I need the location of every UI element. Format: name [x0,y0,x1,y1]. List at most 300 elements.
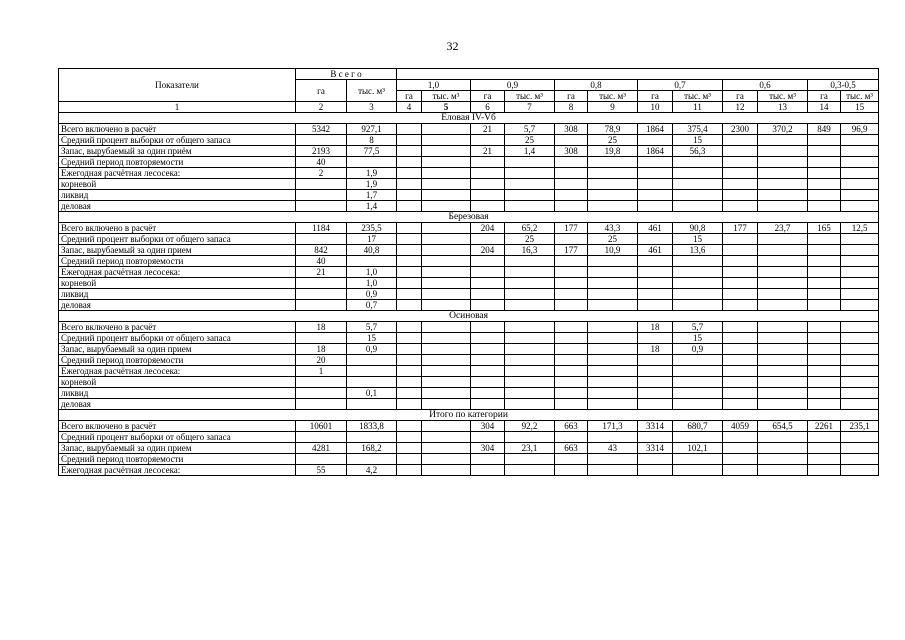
table-cell [505,388,555,399]
table-cell [422,234,471,245]
table-row [59,245,879,256]
table-cell [296,432,347,443]
table-cell: 927,1 [347,124,397,135]
table-cell [505,190,555,201]
table-cell [505,289,555,300]
table-cell: 8 [347,135,397,146]
table-cell: 4281 [296,443,347,454]
table-cell [638,399,673,410]
table-cell: 842 [296,245,347,256]
header-unit-vol: тыс. м³ [673,91,723,102]
table-cell [555,344,588,355]
table-cell [505,366,555,377]
table-cell [758,146,808,157]
table-cell [758,465,808,476]
table-cell [296,454,347,465]
row-label: ликвид [59,190,296,201]
row-label: Всего включено в расчёт [59,421,296,432]
table-cell: 1,7 [347,190,397,201]
table-cell [758,432,808,443]
table-cell [808,355,841,366]
table-cell [841,234,879,245]
table-cell: 15 [673,333,723,344]
table-cell: 5,7 [673,322,723,333]
table-cell [638,366,673,377]
section-header-row [59,212,879,223]
table-cell: 1833,8 [347,421,397,432]
table-cell [723,355,758,366]
table-cell [808,322,841,333]
table-cell [638,190,673,201]
table-cell [296,201,347,212]
table-cell: 78,9 [588,124,638,135]
table-cell [505,322,555,333]
table-cell [673,278,723,289]
table-cell [723,157,758,168]
table-cell: 55 [296,465,347,476]
table-cell: 0,1 [347,388,397,399]
table-cell [347,432,397,443]
table-cell [808,135,841,146]
row-label: Запас, вырубаемый за один прием [59,245,296,256]
table-cell [505,432,555,443]
table-cell [808,465,841,476]
table-cell: 18 [638,344,673,355]
table-cell [758,366,808,377]
table-cell [723,234,758,245]
table-cell [422,278,471,289]
table-cell [397,278,422,289]
table-cell [296,278,347,289]
table-row [59,190,879,201]
table-cell [397,355,422,366]
row-label: Ежегодная расчётная лесосека: [59,465,296,476]
table-cell [808,454,841,465]
header-group-6: 0,3-0,5 [808,80,879,91]
table-cell: 1,4 [505,146,555,157]
table-cell [723,256,758,267]
table-cell: 21 [296,267,347,278]
table-cell [588,256,638,267]
row-label: Средний процент выборки от общего запаса [59,135,296,146]
column-number: 8 [555,102,588,113]
table-cell [471,355,505,366]
table-cell: 1,0 [347,278,397,289]
table-cell: 3314 [638,421,673,432]
table-cell [841,443,879,454]
table-cell [555,179,588,190]
row-label: Запас, вырубаемый за один прием [59,344,296,355]
table-cell [808,377,841,388]
table-cell [555,322,588,333]
table-cell [841,168,879,179]
table-cell [296,377,347,388]
table-cell [808,366,841,377]
table-cell [422,201,471,212]
table-cell: 304 [471,443,505,454]
table-cell [347,377,397,388]
table-cell [758,377,808,388]
table-cell: 168,2 [347,443,397,454]
section-title: Березовая [59,212,879,223]
table-cell [471,179,505,190]
table-row [59,421,879,432]
table-cell [397,333,422,344]
section-header-row [59,311,879,322]
table-cell [808,190,841,201]
table-cell [471,190,505,201]
table-cell [471,289,505,300]
table-cell: 40,8 [347,245,397,256]
table-cell [397,421,422,432]
table-cell [673,366,723,377]
table-cell [638,465,673,476]
table-cell [296,234,347,245]
row-label: корневой [59,179,296,190]
table-cell [588,333,638,344]
section-title: Еловая IV-Vб [59,113,879,124]
table-cell [808,399,841,410]
table-row [59,179,879,190]
table-cell: 65,2 [505,223,555,234]
table-cell [397,124,422,135]
table-cell [673,267,723,278]
table-cell [588,399,638,410]
table-cell [397,201,422,212]
table-cell [723,322,758,333]
table-cell [841,322,879,333]
table-cell [808,300,841,311]
table-cell [555,201,588,212]
table-cell [588,190,638,201]
table-cell [471,454,505,465]
table-cell [673,465,723,476]
table-row [59,443,879,454]
table-cell [588,168,638,179]
table-cell [397,344,422,355]
table-cell [841,355,879,366]
table-cell [723,278,758,289]
table-cell [422,344,471,355]
table-cell [673,454,723,465]
header-unit-ha: га [471,91,505,102]
table-cell [397,146,422,157]
table-cell [397,256,422,267]
row-label: Всего включено в расчёт [59,223,296,234]
table-cell [471,135,505,146]
table-cell: 2193 [296,146,347,157]
table-cell [505,355,555,366]
table-cell [758,245,808,256]
table-cell [638,454,673,465]
table-cell [808,179,841,190]
table-cell [758,355,808,366]
table-cell [555,333,588,344]
table-cell: 663 [555,421,588,432]
forest-data-table [58,68,879,476]
section-title: Осиновая [59,311,879,322]
table-cell: 663 [555,443,588,454]
table-cell [841,454,879,465]
table-cell [471,322,505,333]
table-cell [397,399,422,410]
table-cell: 177 [555,223,588,234]
table-cell [758,278,808,289]
header-total: В с е г о [296,69,397,80]
table-cell [841,278,879,289]
table-cell: 56,3 [673,146,723,157]
table-cell: 92,2 [505,421,555,432]
table-cell [808,432,841,443]
table-cell [505,179,555,190]
table-cell [841,366,879,377]
table-row [59,344,879,355]
table-row [59,135,879,146]
table-row [59,333,879,344]
table-cell: 15 [673,234,723,245]
table-cell: 43 [588,443,638,454]
table-cell [588,344,638,355]
table-cell [841,289,879,300]
header-unit-ha: га [555,91,588,102]
table-cell [588,465,638,476]
table-cell [758,256,808,267]
table-cell [808,168,841,179]
table-cell: 1,0 [347,267,397,278]
table-cell [723,377,758,388]
column-number: 5 [422,102,471,113]
table-cell [471,388,505,399]
table-cell [471,333,505,344]
table-cell [505,333,555,344]
table-cell [808,245,841,256]
table-cell [638,300,673,311]
table-cell [296,333,347,344]
table-cell: 25 [505,234,555,245]
table-cell: 0,9 [347,289,397,300]
table-cell [723,454,758,465]
table-cell [808,344,841,355]
table-cell [841,190,879,201]
table-row [59,300,879,311]
table-cell [555,190,588,201]
table-cell: 1,9 [347,179,397,190]
table-cell [808,234,841,245]
table-cell [397,245,422,256]
table-cell [638,256,673,267]
table-cell: 12,5 [841,223,879,234]
table-cell [673,256,723,267]
row-label: деловая [59,300,296,311]
table-cell: 18 [296,344,347,355]
table-cell [723,344,758,355]
table-cell [841,245,879,256]
table-cell [422,432,471,443]
table-cell [347,366,397,377]
table-cell [347,157,397,168]
table-cell [471,278,505,289]
table-cell: 0,9 [673,344,723,355]
table-cell: 96,9 [841,124,879,135]
table-cell [841,146,879,157]
table-cell [841,344,879,355]
table-cell [422,245,471,256]
column-number: 15 [841,102,879,113]
table-row [59,289,879,300]
table-cell: 370,2 [758,124,808,135]
table-cell [841,300,879,311]
table-cell: 18 [296,322,347,333]
table-cell [841,465,879,476]
table-cell [723,443,758,454]
table-cell [422,300,471,311]
table-cell [555,465,588,476]
table-cell: 15 [673,135,723,146]
table-cell [471,201,505,212]
header-unit-ha: га [808,91,841,102]
table-cell [588,157,638,168]
table-cell [505,267,555,278]
table-row [59,201,879,212]
table-cell: 308 [555,124,588,135]
header-indicators: Показатели [59,69,296,102]
table-cell [397,168,422,179]
table-cell [397,465,422,476]
header-unit-ha: га [638,91,673,102]
table-cell [723,135,758,146]
table-cell [555,157,588,168]
header-unit-vol: тыс. м³ [841,91,879,102]
table-cell [471,344,505,355]
table-cell [758,333,808,344]
table-cell [841,201,879,212]
row-label: Ежегодная расчётная лесосека: [59,366,296,377]
table-cell [555,377,588,388]
table-cell: 20 [296,355,347,366]
table-cell [588,388,638,399]
table-cell [638,157,673,168]
table-cell [555,256,588,267]
table-cell [723,432,758,443]
table-cell: 235,1 [841,421,879,432]
table-cell [555,432,588,443]
row-label: Всего включено в расчёт [59,322,296,333]
table-cell: 0,7 [347,300,397,311]
table-cell: 3314 [638,443,673,454]
table-row [59,267,879,278]
table-cell [555,355,588,366]
table-cell [422,377,471,388]
table-cell [296,179,347,190]
table-cell [347,355,397,366]
header-group-1: 1,0 [397,80,471,91]
table-cell: 23,1 [505,443,555,454]
table-cell [758,344,808,355]
table-cell [505,399,555,410]
table-cell: 4059 [723,421,758,432]
table-cell [422,443,471,454]
table-cell [808,157,841,168]
table-cell [422,421,471,432]
table-cell [841,432,879,443]
table-cell: 5342 [296,124,347,135]
header-blank [397,69,879,80]
table-cell [808,146,841,157]
header-unit-vol: тыс. м³ [588,91,638,102]
table-cell [638,267,673,278]
row-label: Всего включено в расчёт [59,124,296,135]
table-cell [555,168,588,179]
table-cell: 15 [347,333,397,344]
table-cell [471,234,505,245]
table-cell [758,267,808,278]
table-cell [673,432,723,443]
column-number: 2 [296,102,347,113]
table-cell [397,190,422,201]
table-row [59,465,879,476]
table-cell [638,388,673,399]
table-cell: 21 [471,124,505,135]
table-cell [808,333,841,344]
table-cell: 13,6 [673,245,723,256]
section-header-row [59,113,879,124]
table-cell: 21 [471,146,505,157]
row-label: деловая [59,201,296,212]
table-cell [723,399,758,410]
table-row [59,355,879,366]
table-cell [758,168,808,179]
table-cell [471,432,505,443]
table-row [59,157,879,168]
row-label: корневой [59,377,296,388]
table-cell [673,179,723,190]
table-row [59,388,879,399]
table-cell [808,443,841,454]
header-unit-ha: га [723,91,758,102]
table-cell [555,388,588,399]
table-cell [397,366,422,377]
table-row [59,278,879,289]
table-cell: 204 [471,223,505,234]
table-cell [723,333,758,344]
header-total-vol: тыс. м³ [347,80,397,102]
table-cell [588,289,638,300]
table-cell [841,179,879,190]
table-cell: 1184 [296,223,347,234]
row-label: корневой [59,278,296,289]
table-cell [723,168,758,179]
table-cell: 177 [555,245,588,256]
table-row [59,168,879,179]
table-cell: 10601 [296,421,347,432]
table-cell [422,322,471,333]
table-cell [758,454,808,465]
table-cell: 77,5 [347,146,397,157]
table-cell [555,135,588,146]
table-cell [422,333,471,344]
column-number: 4 [397,102,422,113]
table-cell [808,256,841,267]
table-cell [673,157,723,168]
table-cell [588,201,638,212]
table-cell [555,278,588,289]
table-cell [673,300,723,311]
table-cell [422,223,471,234]
table-cell [673,168,723,179]
table-cell: 461 [638,245,673,256]
table-cell [296,399,347,410]
row-label: Ежегодная расчётная лесосека: [59,168,296,179]
